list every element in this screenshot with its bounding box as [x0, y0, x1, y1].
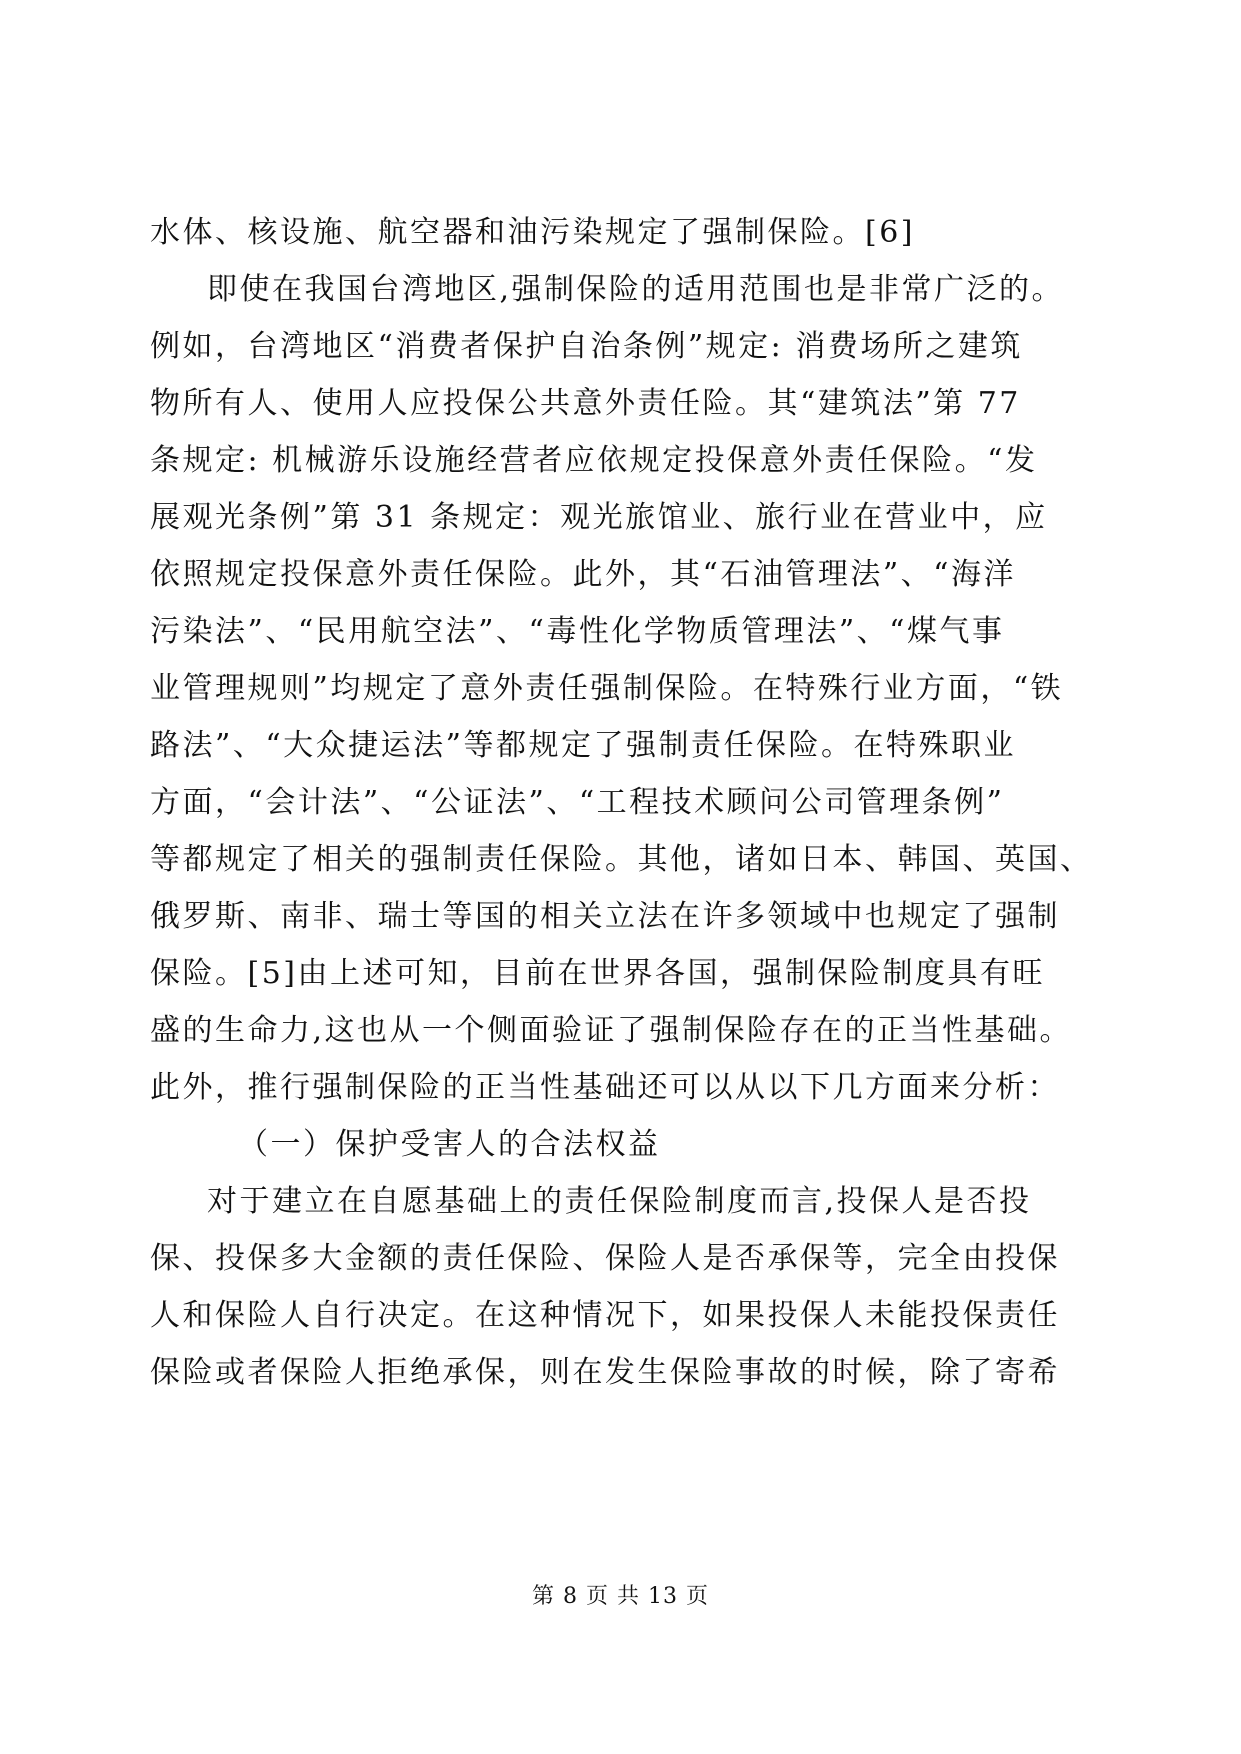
paragraph-line: 等都规定了相关的强制责任保险。其他，诸如日本、韩国、英国、: [150, 842, 1093, 877]
paragraph-line: 即使在我国台湾地区,强制保险的适用范围也是非常广泛的。: [207, 272, 1065, 307]
paragraph-line: 对于建立在自愿基础上的责任保险制度而言,投保人是否投: [207, 1184, 1032, 1219]
paragraph-line: 方面，“会计法”、“公证法”、“工程技术顾问公司管理条例”: [150, 785, 1005, 820]
paragraph-line: 业管理规则”均规定了意外责任强制保险。在特殊行业方面，“铁: [150, 671, 1064, 706]
paragraph-line: 展观光条例”第 31 条规定：观光旅馆业、旅行业在营业中，应: [150, 500, 1048, 535]
paragraph-line: 条规定: 机械游乐设施经营者应依规定投保意外责任保险。“发: [150, 443, 1038, 478]
paragraph-line: 俄罗斯、南非、瑞士等国的相关立法在许多领域中也规定了强制: [150, 899, 1060, 934]
paragraph-line: 水体、核设施、航空器和油污染规定了强制保险。[6]: [150, 215, 915, 250]
paragraph-line: 物所有人、使用人应投保公共意外责任险。其“建筑法”第 77: [150, 386, 1021, 421]
paragraph-line: 保、投保多大金额的责任保险、保险人是否承保等，完全由投保: [150, 1241, 1060, 1276]
paragraph-line: 依照规定投保意外责任保险。此外，其“石油管理法”、“海洋: [150, 557, 1017, 592]
paragraph-line: 保险。[5]由上述可知，目前在世界各国，强制保险制度具有旺: [150, 956, 1045, 991]
section-heading: （一）保护受害人的合法权益: [238, 1127, 661, 1162]
paragraph-line: 盛的生命力,这也从一个侧面验证了强制保险存在的正当性基础。: [150, 1013, 1073, 1048]
paragraph-line: 人和保险人自行决定。在这种情况下，如果投保人未能投保责任: [150, 1298, 1060, 1333]
paragraph-line: 污染法”、“民用航空法”、“毒性化学物质管理法”、“煤气事: [150, 614, 1005, 649]
paragraph-line: 此外，推行强制保险的正当性基础还可以从以下几方面来分析：: [150, 1070, 1060, 1105]
paragraph-line: 保险或者保险人拒绝承保，则在发生保险事故的时候，除了寄希: [150, 1355, 1060, 1390]
page-number-footer: 第 8 页 共 13 页: [532, 1584, 709, 1609]
paragraph-line: 路法”、“大众捷运法”等都规定了强制责任保险。在特殊职业: [150, 728, 1017, 763]
paragraph-line: 例如，台湾地区“消费者保护自治条例”规定: 消费场所之建筑: [150, 329, 1023, 364]
